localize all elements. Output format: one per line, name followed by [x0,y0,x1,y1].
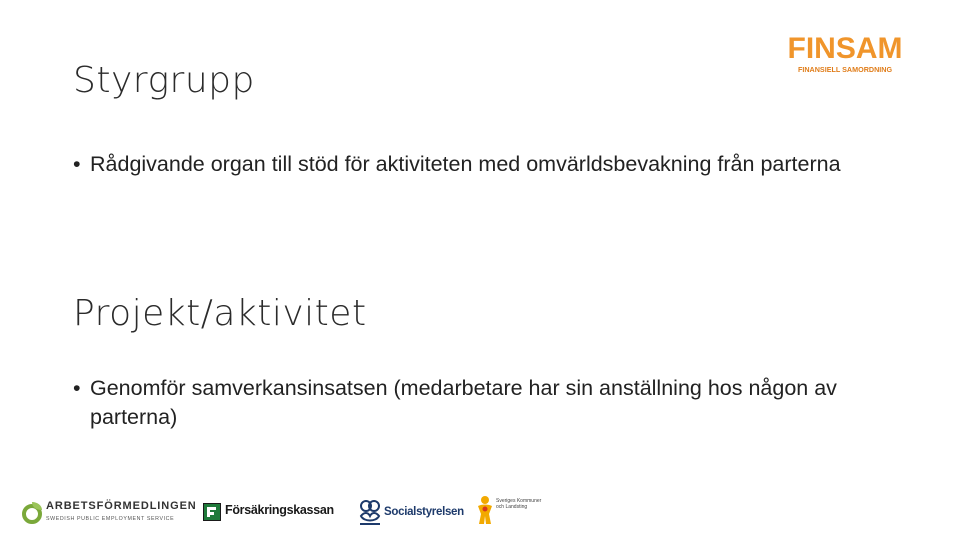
socialstyrelsen-emblem-icon [358,498,382,526]
socialstyrelsen-logo [358,498,470,526]
section-heading-styrgrupp: Styrgrupp [73,60,255,101]
socialstyrelsen-name: Socialstyrelsen [384,506,464,518]
arbetsformedlingen-leaf-icon [20,500,44,526]
arbetsformedlingen-subtitle: SWEDISH PUBLIC EMPLOYMENT SERVICE [46,516,175,522]
skl-logo [476,494,546,528]
partner-logos-bar [20,494,560,530]
skl-figure-icon [476,494,494,526]
finsam-logo-name: FINSAM [787,32,903,65]
arbetsformedlingen-logo [20,498,197,528]
skl-name: Sveriges Kommuner och Landsting [496,498,542,510]
section-heading-projekt-aktivitet: Projekt/aktivitet [73,293,367,334]
forsakringskassan-name: Försäkringskassan [225,503,334,517]
arbetsformedlingen-name: ARBETSFÖRMEDLINGEN [46,500,197,512]
bullet-item-projekt-aktivitet [73,374,893,432]
bullet-text: Rådgivande organ till stöd för aktiviteten med omvärldsbevakning från parterna [90,152,841,176]
finsam-logo [784,34,906,74]
bullet-text: Genomför samverkansinsatsen (medarbetare har sin anställning hos någon av parterna) [90,376,837,429]
bullet-marker: • [73,376,81,400]
forsakringskassan-emblem-icon [203,503,221,521]
bullet-item-styrgrupp [73,150,893,179]
forsakringskassan-logo [203,500,348,526]
bullet-marker: • [73,152,81,176]
finsam-logo-tagline: FINANSIELL SAMORDNING [797,65,893,74]
